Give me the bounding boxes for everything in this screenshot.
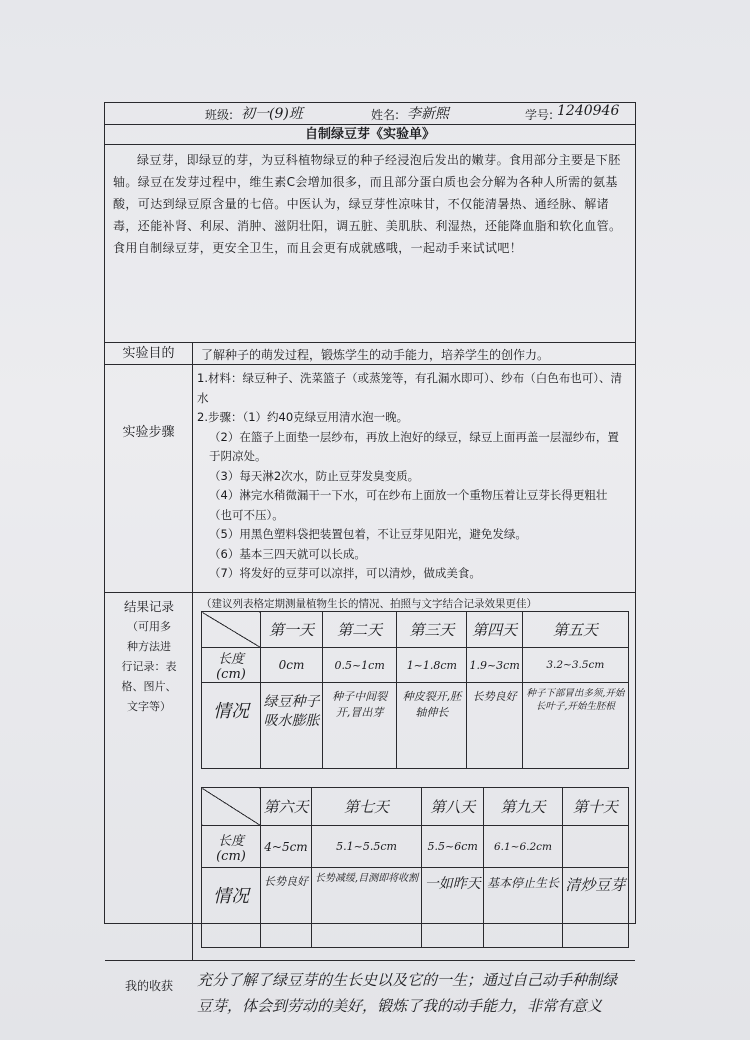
status-cell: 长势良好 (261, 868, 312, 948)
day-header: 第一天 (261, 612, 323, 648)
day-header: 第九天 (484, 788, 562, 826)
day-header: 第十天 (562, 788, 628, 826)
corner-cell (202, 788, 261, 826)
status-cell: 长势减缓,目测即将收割 (311, 868, 421, 948)
steps-row (105, 365, 635, 593)
day-header: 第二天 (323, 612, 397, 648)
purpose-text: 了解种子的萌发过程，锻炼学生的动手能力，培养学生的创作力。 (201, 348, 550, 362)
step-line: （6）基本三四天就可以长成。 (209, 546, 366, 561)
growth-table-2 (201, 787, 629, 948)
length-cell: 1.9~3cm (467, 648, 522, 683)
day-header: 第三天 (397, 612, 467, 648)
header-row (105, 103, 635, 125)
status-cell: 长势良好 (467, 683, 522, 769)
steps-label: 实验步骤 (105, 365, 193, 592)
length-cell: 3.2~3.5cm (522, 648, 628, 683)
status-cell: 清炒豆芽 (562, 868, 628, 948)
gain-row (105, 961, 635, 1023)
steps-body (197, 369, 629, 584)
result-label: 结果记录 (123, 599, 174, 614)
worksheet (104, 102, 636, 1015)
step-line: （5）用黑色塑料袋把装置包着，不让豆芽见阳光，避免发绿。 (209, 527, 527, 541)
intro-paragraph: 绿豆芽，即绿豆的芽，为豆科植物绿豆的种子经浸泡后发出的嫩芽。食用部分主要是下胚轴。绿豆在发芽过程中，维生素C会增加很多，而且部分蛋白质也会分解为各种人所需的氨基酸，可达到绿豆原含量的七倍。中医认为，绿豆芽性凉味甘，不仅能清暑热、通经脉、解诸毒，还能补肾、利尿、消肿、滋阴壮阳，调五脏、美肌肤、利湿热，还能降血脂和软化血管。食用自制绿豆芽，更安全卫生，而且会更有成就感哦，一起动手来试试吧！ (105, 145, 635, 343)
result-sublabel: 行记录：表 (121, 660, 177, 673)
result-label-cell (105, 593, 193, 960)
status-cell: 绿豆种子吸水膨胀 (261, 683, 323, 769)
class-label: 班级: (205, 108, 234, 122)
growth-table-1 (201, 611, 629, 769)
length-cell: 4~5cm (261, 826, 312, 868)
result-label-block (105, 597, 193, 717)
status-cell: 种子下部冒出多须,开始长叶子,开始生胚根 (522, 683, 628, 769)
status-row-label: 情况 (202, 868, 261, 948)
class-value: 初一(9)班 (241, 106, 303, 122)
step-line: （2）在篮子上面垫一层纱布，再放上泡好的绿豆，绿豆上面再盖一层湿纱布，置于阴凉处。 (209, 429, 619, 463)
status-row-label: 情况 (202, 683, 261, 769)
day-header: 第八天 (422, 788, 484, 826)
length-row-label: 长度(cm) (202, 648, 261, 683)
status-cell: 一如昨天 (422, 868, 484, 948)
result-row (105, 593, 635, 961)
length-cell: 0.5~1cm (323, 648, 397, 683)
length-cell: 5.1~5.5cm (311, 826, 421, 868)
length-cell: 6.1~6.2cm (484, 826, 562, 868)
name-value: 李新熙 (407, 106, 449, 122)
status-cell: 种皮裂开,胚轴伸长 (397, 683, 467, 769)
result-sublabel: （可用多 (127, 620, 171, 633)
length-row-label: 长度(cm) (202, 826, 261, 868)
step-line: （4）淋完水稍微漏干一下水，可在纱布上面放一个重物压着让豆芽长得更粗壮（也可不压）。 (209, 488, 608, 522)
name-label: 姓名: (371, 108, 400, 122)
length-cell: 0cm (261, 648, 323, 683)
result-sublabel: 种方法进 (127, 640, 171, 653)
gain-text: 充分了解了绿豆芽的生长史以及它的一生；通过自己动手种制绿豆芽，体会到劳动的美好，锻炼了我的动手能力，非常有意义 (197, 971, 618, 1015)
corner-cell (202, 612, 261, 648)
purpose-label: 实验目的 (105, 343, 193, 364)
length-cell: 1~1.8cm (397, 648, 467, 683)
day-header: 第六天 (261, 788, 312, 826)
id-value: 1240946 (557, 103, 620, 119)
day-header: 第七天 (311, 788, 421, 826)
id-label: 学号: (525, 108, 554, 122)
gain-label: 我的收获 (124, 979, 173, 993)
result-note: （建议列表格定期测量植物生长的情况、拍照与文字结合记录效果更佳） (201, 598, 537, 610)
purpose-row (105, 343, 635, 365)
step-line: 1.材料：绿豆种子、洗菜篮子（或蒸笼等，有孔漏水即可）、纱布（白色布也可）、清水 (197, 371, 622, 405)
day-header: 第四天 (467, 612, 522, 648)
step-line: （3）每天淋2次水，防止豆芽发臭变质。 (209, 468, 420, 483)
step-line: 2.步骤：（1）约40克绿豆用清水泡一晚。 (197, 410, 409, 424)
length-cell: 5.5~6cm (422, 826, 484, 868)
status-cell: 基本停止生长 (484, 868, 562, 948)
length-cell (562, 826, 628, 868)
day-header: 第五天 (522, 612, 628, 648)
page-title: 自制绿豆芽《实验单》 (105, 125, 635, 145)
status-cell: 种子中间裂开,冒出芽 (323, 683, 397, 769)
result-sublabel: 文字等） (127, 700, 171, 713)
step-line: （7）将发好的豆芽可以凉拌，可以清炒，做成美食。 (209, 566, 481, 580)
result-sublabel: 格、图片、 (121, 680, 177, 693)
